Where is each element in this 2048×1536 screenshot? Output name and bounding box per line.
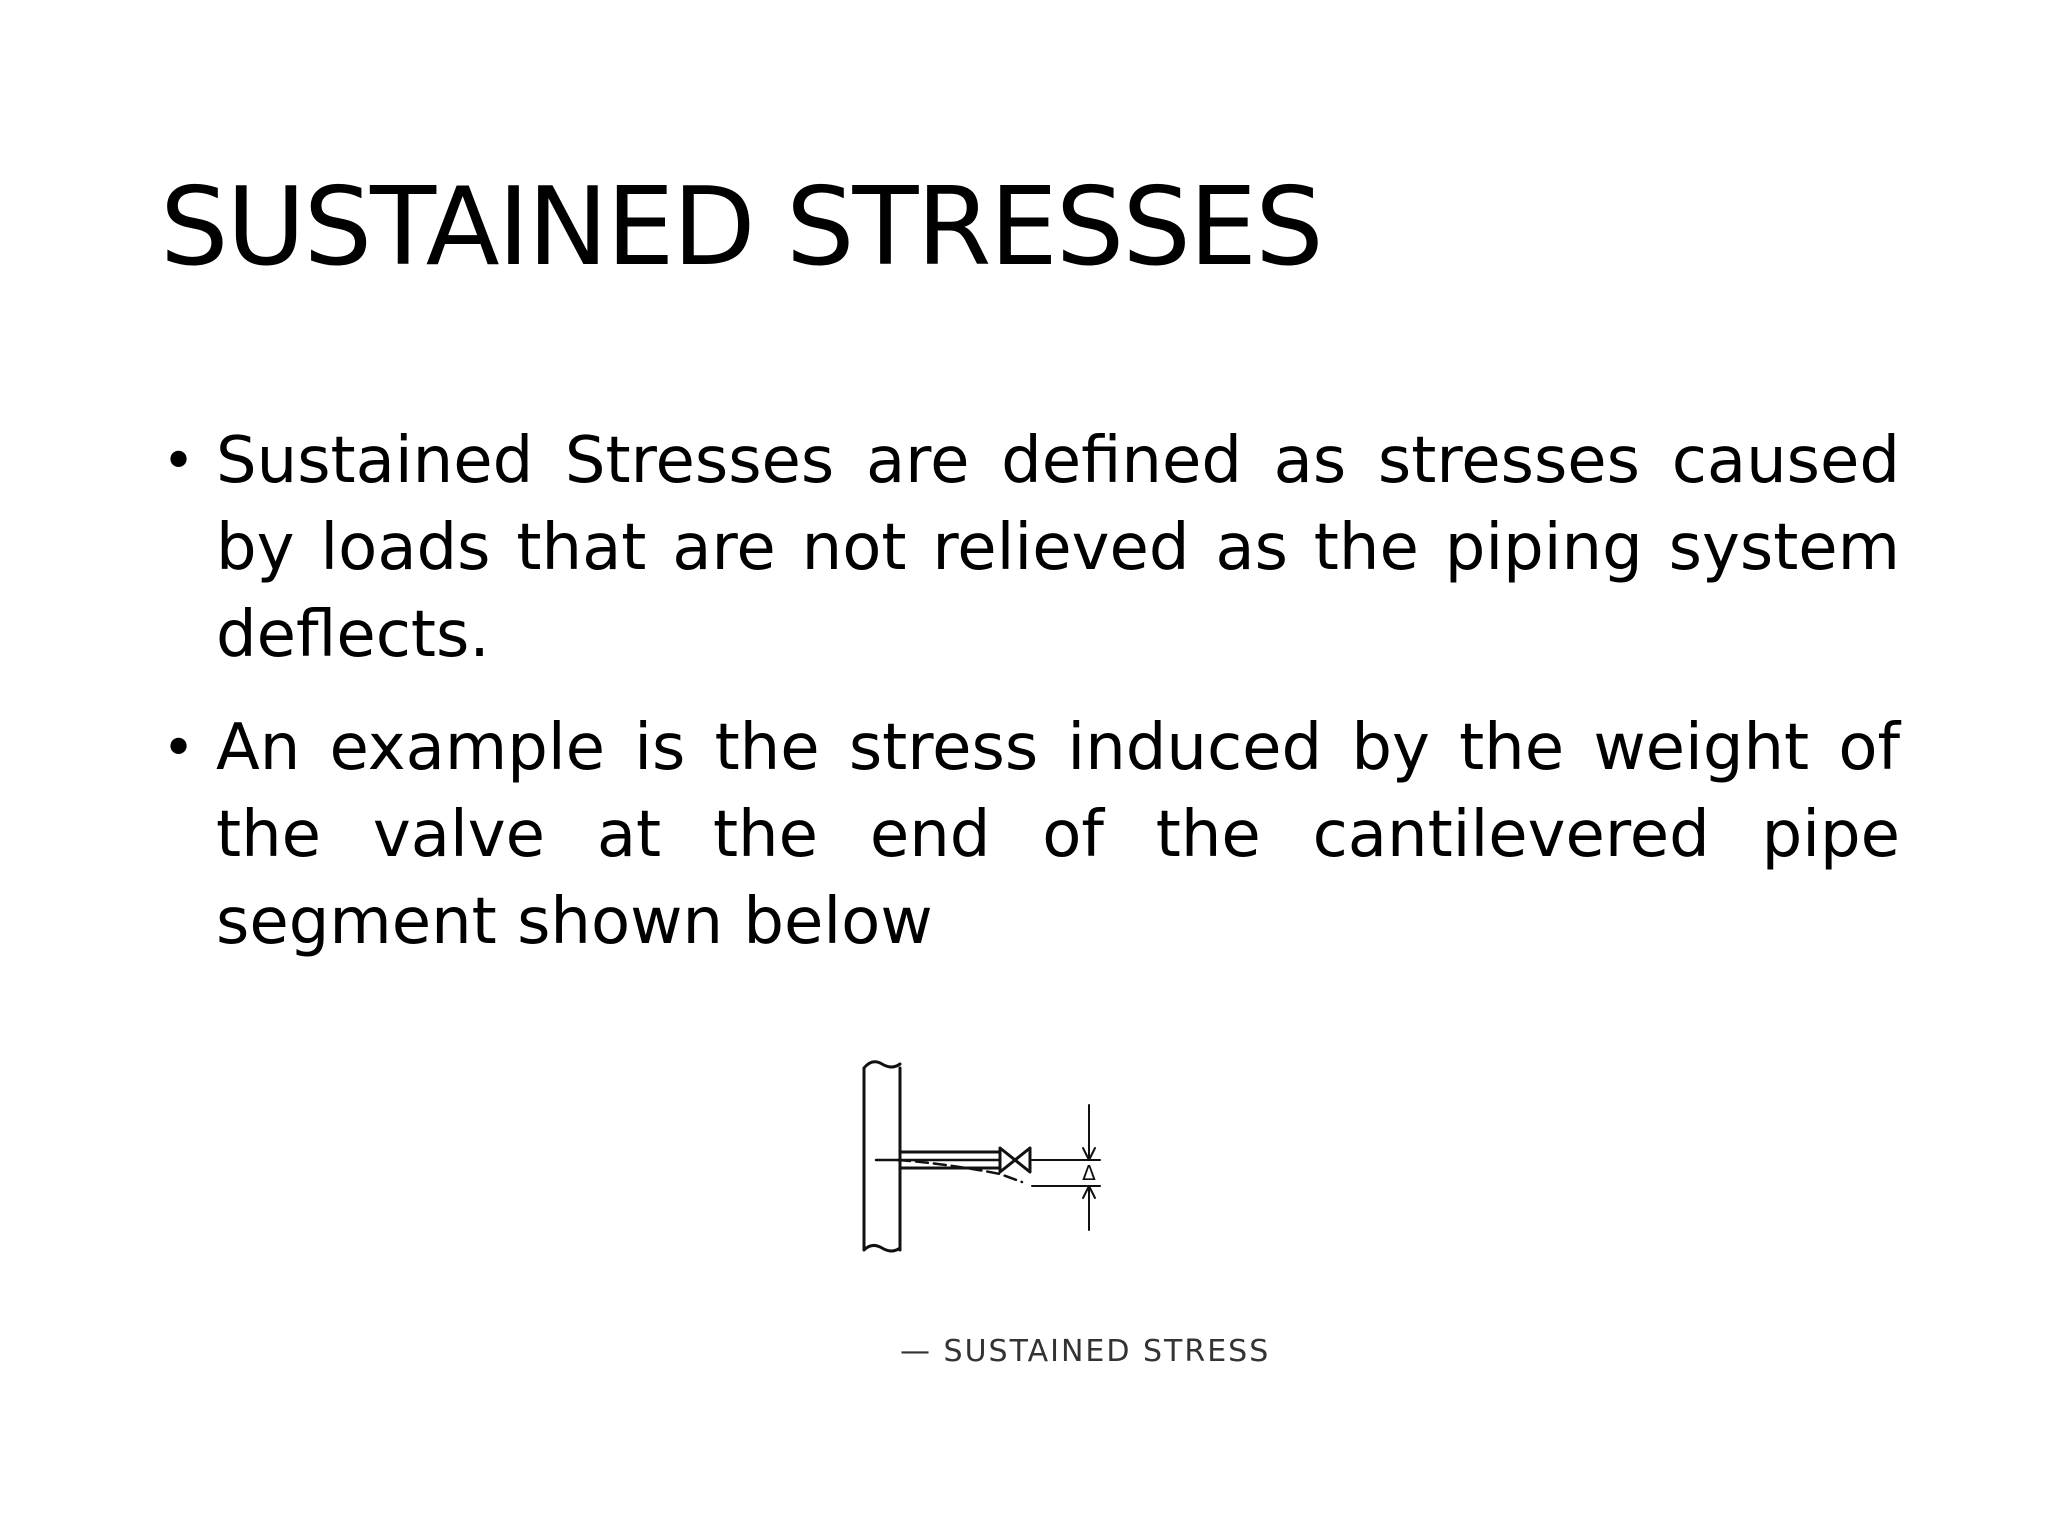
bullet-item	[160, 418, 1900, 679]
bullet-text: An example is the stress induced by the weight of the valve at the end of the cantilevered pipe segment shown below	[216, 711, 1900, 959]
bullet-item	[160, 705, 1900, 966]
deflection-symbol: Δ	[1082, 1161, 1096, 1185]
bullet-text: Sustained Stresses are defined as stresses caused by loads that are not relieved as the piping system deflects.	[216, 424, 1900, 672]
cantilever-pipe-drawing	[850, 1050, 1270, 1380]
bullet-marker: •	[162, 716, 196, 781]
slide-title: SUSTAINED STRESSES	[160, 165, 1322, 290]
bullet-list	[160, 418, 1900, 992]
figure-caption: — SUSTAINED STRESS	[900, 1334, 1271, 1369]
header-pipe	[864, 1062, 900, 1251]
valve-icon	[1000, 1148, 1030, 1172]
bullet-marker: •	[162, 429, 196, 494]
cantilever-pipe-diagram	[850, 1050, 1270, 1380]
